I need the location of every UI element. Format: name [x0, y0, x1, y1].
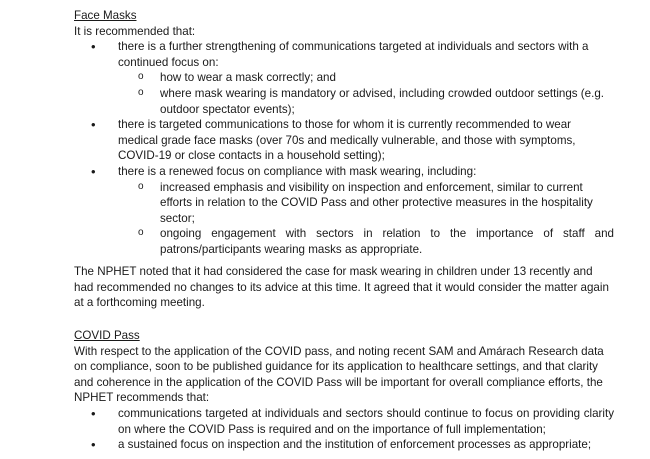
covid-pass-heading: COVID Pass: [74, 329, 140, 342]
face-masks-bullet-3: [74, 164, 614, 258]
bullet-text: there is a further strengthening of communications targeted at individuals and sectors with a continued focus on:: [118, 40, 589, 69]
bullet-text: there is targeted communications to those for whom it is currently recommended to wear medical grade face masks (over 70s and medically vulnerable, and those with symptoms, COVID-19 or close contacts in a household setting);: [118, 118, 576, 163]
bullet-text: a sustained focus on inspection and the institution of enforcement processes as appropriate;: [118, 438, 592, 452]
sub-bullet: [118, 70, 614, 86]
sub-bullet-text: increased emphasis and visibility on inspection and enforcement, similar to current efforts in relation to the COVID Pass and other protective measures in the hospitality sector;: [160, 180, 593, 225]
sub-bullet-text: ongoing engagement with sectors in relation to the importance of staff and patrons/participants wearing masks as appropriate.: [160, 227, 614, 256]
face-masks-intro: It is recommended that:: [74, 24, 196, 38]
face-masks-list: [74, 39, 614, 257]
covid-pass-bullet-2: [74, 437, 614, 453]
sub-bullet: [118, 226, 614, 257]
sub-bullet: [118, 86, 614, 117]
face-masks-bullet-2: [74, 117, 614, 164]
sub-bullet: [118, 180, 614, 227]
sub-bullet-text: how to wear a mask correctly; and: [160, 71, 336, 85]
sub-bullet-text: where mask wearing is mandatory or advised, including crowded outdoor settings (e.g. outdoor spectator events);: [160, 86, 605, 116]
covid-pass-list: [74, 406, 614, 453]
covid-pass-bullet-1: [74, 406, 614, 437]
sub-list: [74, 180, 614, 258]
face-masks-section: [74, 8, 614, 258]
covid-pass-intro: With respect to the application of the COVID pass, and noting recent SAM and Amárach Research data on compliance, soon to be published guidance for its application to healthcare settings, and that clarity and coherence in the application of the COVID Pass will be important for overall compliance efforts, the NPHET recommends that:: [74, 344, 604, 405]
bullet-text: communications targeted at individuals and sectors should continue to focus on providing clarity on where the COVID Pass is required and on the importance of full implementation;: [118, 406, 614, 436]
covid-pass-section: [74, 328, 614, 453]
bullet-text: there is a renewed focus on compliance with mask wearing, including:: [118, 164, 477, 178]
face-masks-heading: Face Masks: [74, 9, 137, 22]
face-masks-note: The NPHET noted that it had considered the case for mask wearing in children under 13 recently and had recommended no changes to its advice at this time. It agreed that it would consider the matter again at a forthcoming meeting.: [74, 265, 609, 310]
sub-list: [74, 70, 614, 117]
face-masks-bullet-1: [74, 39, 614, 117]
